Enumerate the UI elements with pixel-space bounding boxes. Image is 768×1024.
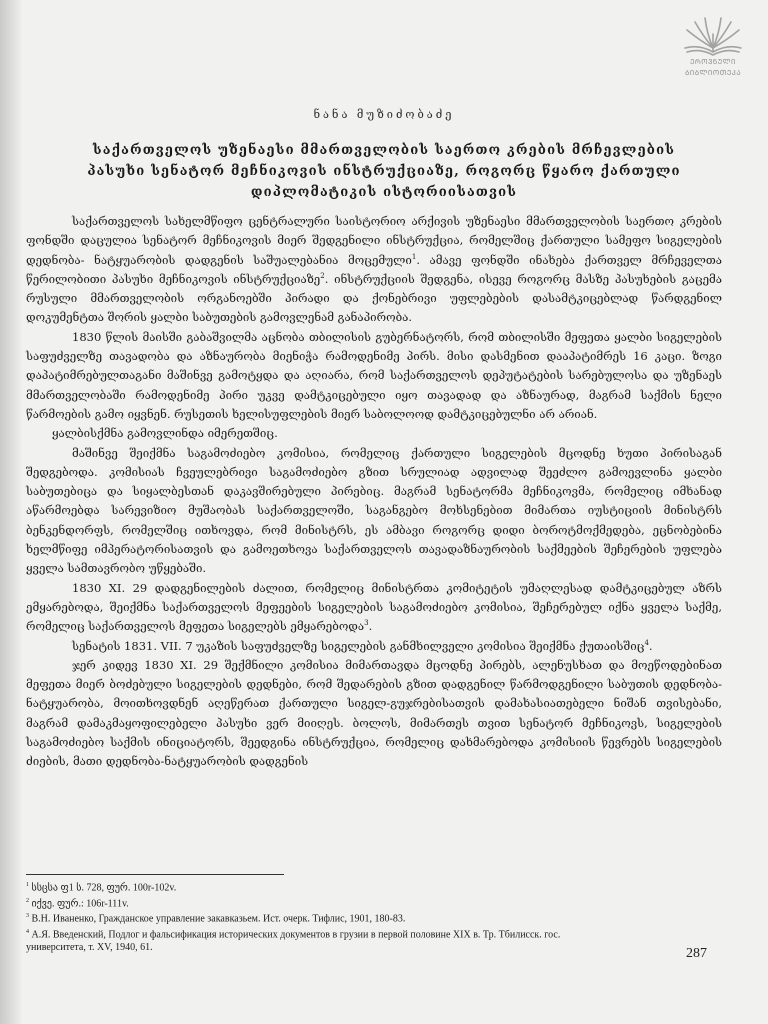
paragraph [26, 579, 722, 637]
footnote [26, 895, 726, 911]
paragraph-text: ჯერ კიდევ 1830 XI. 29 შექმნილი კომისია მიმართავდა მცოდნე პირებს, ალენუსხათ და მოეწოდებინათ მეფეთა მიერ ბოძებული სიგელების დედნები, რომ შედარების გზით დადგენილ წარმოდგენილი საბუთის დედნობა-ნატყუარობა, მოითხოვდნენ აღეწერათ ქართული სიგელ-გუჯრებისათვის დამახასიათებელი ნიშან თვისებანი, მაგრამ დამაკმაყოფილებელი პასუხი ვერ მიიღეს. ბოლოს, მიმართეს თვით სენატორ მეჩნიკოვს, სიგელების საგამოძიებო საქმის ინიციატორს, შეედგინა ინსტრუქცია, რომელიც დახმარებოდა კომისიის წევრებს სიგელების ძიების, მათი დედნობა-ნატყუარობის დადგენის [26, 657, 722, 769]
paragraph-text: . [368, 619, 373, 634]
footnote-separator [26, 874, 284, 875]
footnote-ref: 1 [411, 252, 417, 261]
article-title [52, 140, 716, 203]
logo-caption-bottom: ᲑᲘᲑᲚᲘᲝᲗᲔᲙᲐ [684, 69, 742, 77]
paragraph [26, 424, 722, 443]
footnote-text: სსცსა ფ1 ს. 728, ფურ. 100r-102v. [31, 882, 177, 894]
paragraph [26, 444, 722, 579]
footnote-text: В.Н. Иваненко, Гражданское управление закавказьем. Ист. очерк. Тифлис, 1901, 180-83. [31, 913, 406, 925]
paragraph-text: 1830 წლის მაისში გაბაშვილმა აცნობა თბილისის გუბერნატორს, რომ თბილისში მეფეთა ყალბი სიგელების საფუძველზე თავადობა და აზნაურობა მიენიჭა რამოდენიმე პირს. მისი დასმენით დააპატიმრეს 16 კაცი. ზოგი დაპატიმრებულთაგანი მაშინვე გამოტყდა და აღიარა, რომ საქართველოს დეპუტატების სარებულოსა და უზენაეს მმართველობაში რამოდენიმე პირი უკვე დამტკიცებული იყო თავადად და აზნაურად, მაგრამ საქმის ნელი წარმოების გამო იყვნენ. რუსეთის ხელისუფლების მიერ საბოლოოდ დამტკიცებულნი არ არიან. [26, 329, 722, 421]
footnote-number: 4 [26, 929, 29, 936]
footnote [26, 926, 726, 942]
footnote [26, 910, 726, 926]
binding-shadow [0, 0, 22, 1024]
open-book-icon [681, 14, 745, 56]
paragraph [26, 212, 722, 328]
paragraph-text: სენატის 1831. VII. 7 უკაზის საფუძველზე სიგელების განმხილველი კომისია შეიქმნა ქუთაისშიც [72, 638, 645, 653]
title-line: პასუხი სენატორ მეჩნიკოვის ინსტრუქციაზე, როგორც წყარო ქართული [87, 164, 681, 179]
author-name: ნანა მუზიძობაძე [313, 108, 455, 121]
paragraph [26, 328, 722, 424]
article-body [26, 212, 722, 772]
paragraph [26, 637, 722, 656]
title-line: საქართველოს უზენაესი მმართველობის საერთო კრების მრჩევლების [92, 143, 676, 158]
page-number: 287 [686, 946, 707, 961]
footnote-number: 2 [26, 897, 29, 904]
paragraph-text: ყალბისქმნა გამოვლინდა იმერეთშიც. [52, 426, 278, 441]
paragraph-text: . [648, 638, 653, 653]
library-logo [666, 14, 760, 84]
footnote-ref: 2 [320, 272, 325, 281]
footnote-ref: 4 [644, 638, 649, 647]
logo-caption-top: ᲔᲠᲝᲕᲜᲣᲚᲘ [690, 58, 736, 66]
footnote-number: 3 [26, 913, 29, 920]
title-line: დიპლომატიკის ისტორიისათვის [250, 185, 518, 200]
footnote-number: 1 [26, 882, 29, 888]
footnote-text: А.Я. Введенский, Подлог и фальсификация исторических документов в грузии в первой половине XIX в. Тр. Тбилисск. гос. [31, 929, 561, 941]
footnote-ref: 3 [364, 619, 369, 628]
paragraph [26, 656, 722, 772]
footnotes [26, 879, 726, 954]
footnote-continuation: университета, т. XV, 1940, 61. [26, 941, 153, 953]
paragraph-text: 1830 XI. 29 დადგენილების ძალით, რომელიც მინისტრთა კომიტეტის უმაღლესად დამტკიცებულ აზრს ემყარებოდა, შეიქმნა საქართველოს მეფეების სიგელების საგამოძიებო კომისია, შეჩერებულ იქნა ყველა საქმე, რომელიც საქართველოს მეფეთა სიგელებს ემყარებოდა [26, 580, 722, 634]
paragraph-text: . ინსტრუქციის შედგენა, ისევე როგორც მასზე პასუხების გაცემა რუსული მმართველობის ორგანოებში პირადი და ქონებრივი უფლებების დასამტკიცებლად წარდგენილ დოკუმენტთა შორის ყალბი საბუთების გამოვლენამ განაპირობა. [26, 271, 722, 325]
paragraph-text: მაშინვე შეიქმნა საგამოძიებო კომისია, რომელიც ქართული სიგელების მცოდნე ხუთი პირისაგან შედგებოდა. კომისიას ჩვეულებრივი საგამოძიებო გზით სრულიად ადვილად შეეძლო გამოევლინა ყალბი საბუთებიცა და სიყალბესთან დაკავშირებული პირებიც. მაგრამ სენატორმა მეჩნიკოვმა, რომელიც იმხანად აწარმოებდა სარევიზიო მუშაობას საქართველოში, საგანგებო მოხსენებით მიმართა იუსტიციის მინისტრს ბენკენდორფს, რომელშიც ითხოვდა, რომ მინისტრს, ეს ამბავი როგორც დიდი ბოროტმოქმედება, ეცნობებინა ხელმწიფე იმპერატორისათვის და გამოეთხოვა საქართველოს თავადაზნაურობის საქმეების შეჩერების უფლება ყველა სამთავრობო უწყებაში. [26, 445, 722, 576]
paragraph-text: . ამავე ფონდში ინახება ქართველ მრჩეველთა წერილობითი პასუხი მეჩნიკოვის ინსტრუქციაზე [26, 252, 723, 286]
paragraph-text: საქართველოს სახელმწიფო ცენტრალური საისტორიო არქივის უზენაესი მმართველობის საერთო კრების ფონდში დაცულია სენატორ მეჩნიკოვის მიერ შედგენილი ინსტრუქცია, რომელშიც ქართული სამეფო სიგელების დედნობა- ნატყუარობის დადგენის საშუალებანია მოცემული [26, 214, 722, 267]
footnote [26, 879, 726, 895]
footnote-text: იქვე. ფურ.: 106r-111v. [31, 898, 129, 910]
